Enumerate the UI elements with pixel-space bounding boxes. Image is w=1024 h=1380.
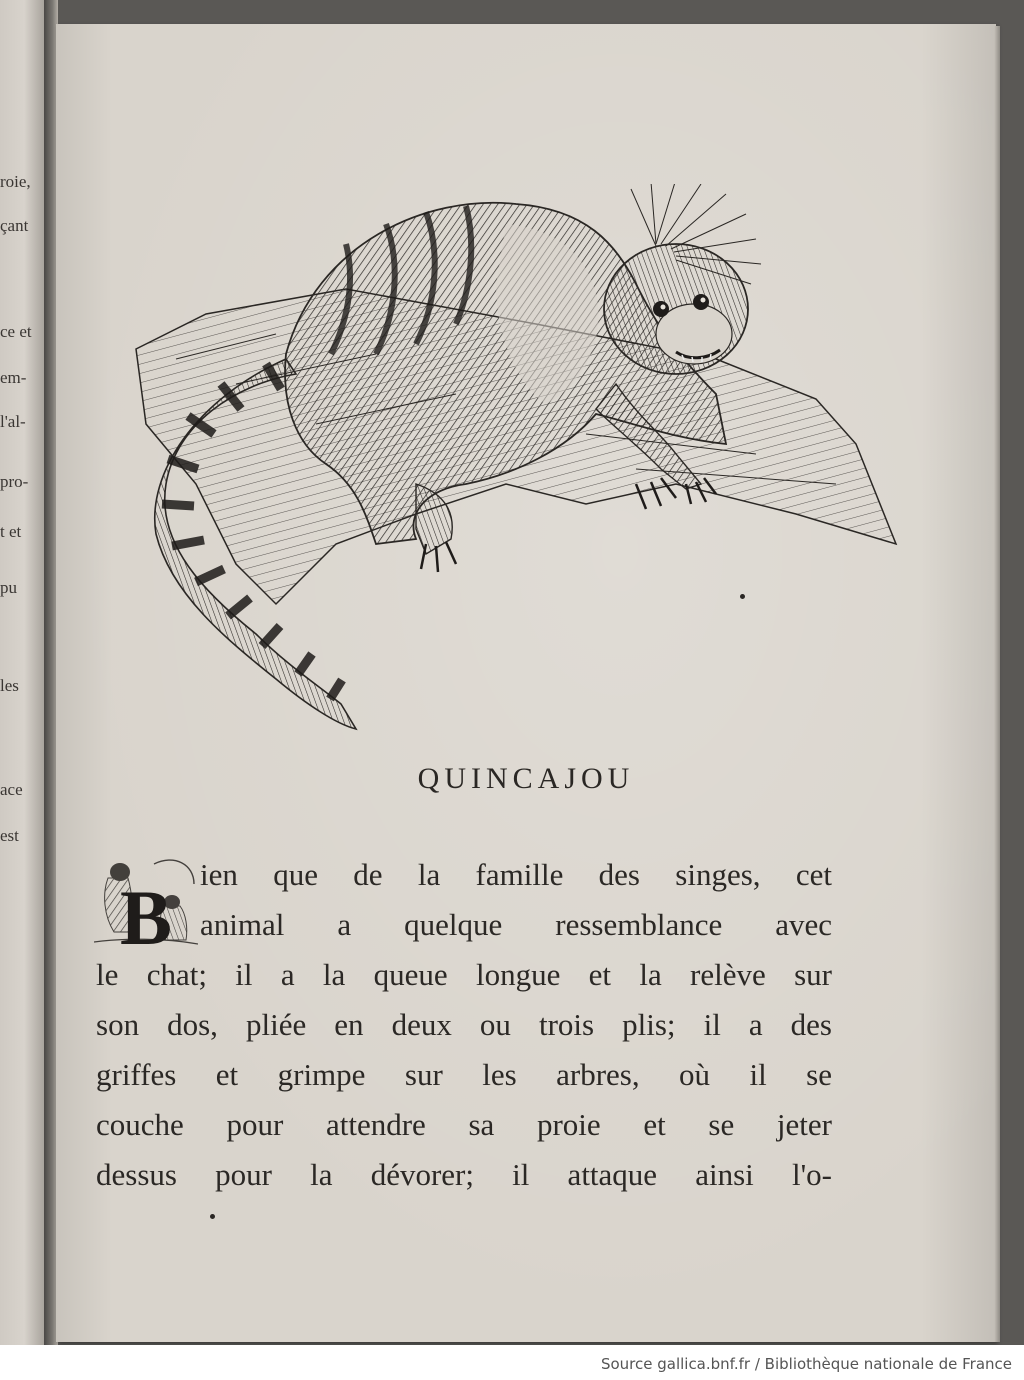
text-line: son dos, pliée en deux ou trois plis; il a des <box>96 1007 832 1042</box>
left-fragment: pu <box>0 578 17 597</box>
text-line: couche pour attendre sa proie et se jeter <box>96 1107 832 1142</box>
left-fragment: roie, <box>0 172 31 191</box>
left-fragment: çant <box>0 216 29 235</box>
ink-speck <box>210 1214 215 1219</box>
left-fragment: pro- <box>0 472 29 491</box>
page-edge <box>994 26 1000 1342</box>
text-line: griffes et grimpe sur les arbres, où il se <box>96 1057 832 1092</box>
left-fragment: ce et <box>0 322 32 341</box>
ink-speck <box>740 594 745 599</box>
source-credit: Source gallica.bnf.fr / Bibliothèque nationale de France <box>600 1355 1012 1373</box>
page-title: QUINCAJOU <box>417 762 635 795</box>
left-fragment: t et <box>0 522 22 541</box>
text-line: ien que de la famille des singes, cet <box>200 857 832 892</box>
text-line: animal a quelque ressemblance avec <box>200 907 832 942</box>
body-text <box>96 850 832 1200</box>
text-line: dessus pour la dévorer; il attaque ainsi l'o- <box>96 1157 832 1192</box>
text-line: le chat; il a la queue longue et la relève sur <box>96 957 832 992</box>
left-fragment: ace <box>0 780 23 799</box>
left-fragment: em- <box>0 368 27 387</box>
left-fragment: est <box>0 826 19 845</box>
book-page <box>56 24 996 1342</box>
left-fragment: les <box>0 676 19 695</box>
quincajou-engraving <box>116 184 916 744</box>
left-fragment: l'al- <box>0 412 26 431</box>
drop-cap-letter: B <box>119 874 173 948</box>
previous-page-edge <box>0 0 44 1345</box>
